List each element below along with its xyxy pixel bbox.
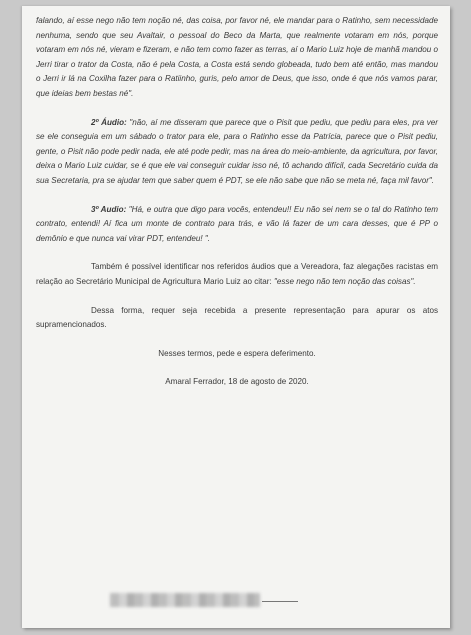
paragraph-racism-allegation xyxy=(36,260,438,289)
racism-allegation-text: Também é possível identificar nos referidos áudios que a Vereadora, faz alegações racistas em relação ao Secretário Municipal de Agricultura Mario Luiz ao citar: xyxy=(36,262,438,286)
signature-line xyxy=(262,601,298,602)
paragraph-audio-2 xyxy=(36,116,438,189)
paragraph-audio-3 xyxy=(36,203,438,247)
audio-3-label: 3º Audio: xyxy=(91,204,127,214)
paragraph-request: Dessa forma, requer seja recebida a presente representação para apurar os atos supramencionados. xyxy=(36,305,438,330)
document-body xyxy=(36,14,438,390)
audio-3-text: "Há, e outra que digo para vocês, entendeu!! Eu não sei nem se o tal do Ratinho tem contrato, entendi! Aí fica um monte de contrato para trás, e vão lá fazer de um cara desses, que é PP o demônio e que nunca vai virar PDT, entendeu! ". xyxy=(36,204,438,243)
blurred-signature xyxy=(110,593,260,607)
place-date: Amaral Ferrador, 18 de agosto de 2020. xyxy=(165,377,309,387)
closing-line: Nesses termos, pede e espera deferimento. xyxy=(158,348,316,358)
paragraph-audio-1-continuation: falando, aí esse nego não tem noção né, das coisa, por favor né, ele mandar para o Ratinho, sem necessidade nenhuma, sendo que seu Avaltair, o pessoal do Beco da Marta, que realmente votaram em nós, porque votaram em nós né, vieram e fizeram, e não tem como fazer as terras, aí o Mario Luiz hoje de manhã mandou o Jerri tirar o trator da Costa, não é pela Costa, a Costa está sendo globeada, tudo bem até então, mas mandou o Jerri ir lá na Coxilha fazer para o Ratiinho, guris, pelo amor de Deus, que isso, onde é que nós vamos parar, que ideias bem bestas né". xyxy=(36,16,438,98)
document-page xyxy=(22,6,450,628)
audio-2-label: 2º Áudio: xyxy=(91,117,127,127)
audio-2-text: "não, aí me disseram que parece que o Pisit que pediu, que pediu para eles, pra ver se ele conseguia em um sábado o trator para ele, para o Ratinho esse da Patrícia, parece que o Pisit pediu, gente, o Pisit não pode pedir nada, ele até pode pedir, mas na área do meio-ambiente, da agricultura, por favor, deixa o Mario Luiz cuidar, se é que ele vai conseguir cuidar isso né, tô achando difícil, cada Secretário cuida da sua Secretaria, pra se ajudar tem que saber quem é PDT, se ele não sabe que não se meta né, faça mil favor". xyxy=(36,117,438,185)
racism-quote: "esse nego não tem noção das coisas". xyxy=(273,276,416,286)
